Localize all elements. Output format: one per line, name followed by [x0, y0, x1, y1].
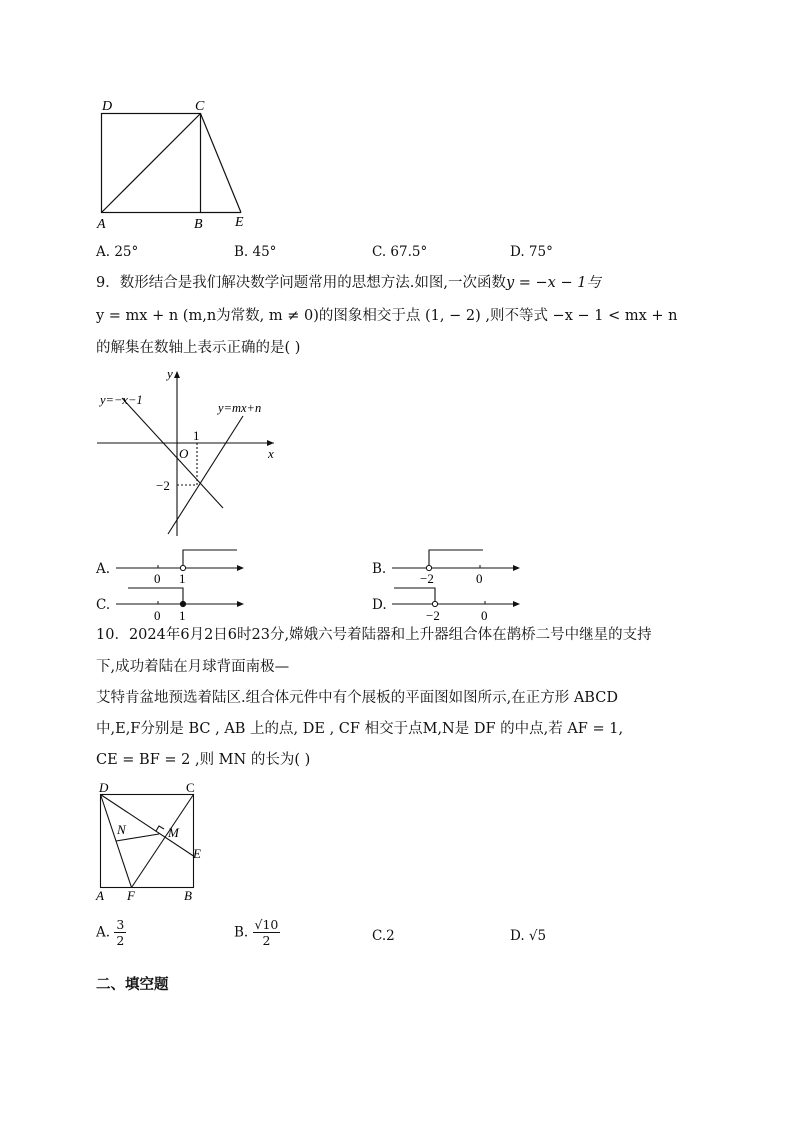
q8-option-b[interactable]: B. 45°: [234, 244, 277, 260]
line1-label: y=−x−1: [100, 393, 143, 407]
q10-option-d[interactable]: D. √5: [510, 928, 547, 944]
q8-option-c[interactable]: C. 67.5°: [372, 244, 428, 260]
label-D: D: [99, 780, 109, 795]
tick-0: 0: [476, 571, 483, 586]
q8-option-a[interactable]: A. 25°: [96, 244, 139, 260]
q9-option-b-numberline[interactable]: [388, 546, 528, 586]
label-A: A: [97, 217, 106, 232]
q9-option-d-numberline[interactable]: [388, 582, 528, 624]
x-axis-label: x: [268, 446, 274, 461]
label-E: E: [193, 846, 201, 861]
origin-label: O: [179, 446, 189, 461]
tick-0: 0: [154, 608, 161, 623]
q10-text-line1: 10．2024年6月2日6时23分,嫦娥六号着陆器和上升器组合体在鹊桥二号中继星的支持: [96, 627, 652, 643]
tick-neg2: −2: [426, 608, 440, 623]
label-C: C: [195, 99, 205, 114]
q9-graph: [92, 366, 292, 538]
diagonal-ac: [102, 114, 201, 213]
q10-text-line5: CE = BF = 2 ,则 MN 的长为( ): [96, 752, 311, 768]
q9-option-a-numberline[interactable]: [112, 546, 252, 586]
numerator: √10: [254, 917, 279, 932]
q10-text-line2: 下,成功着陆在月球背面南极—: [96, 659, 290, 675]
right-angle-mark: [156, 826, 164, 831]
q9-text-line2: y = mx + n (m,n为常数, m ≠ 0)的图象相交于点 (1, − 2) ,则不等式 −x − 1 < mx + n: [96, 308, 678, 324]
label-B: B: [184, 888, 192, 903]
q10-text-line3: 艾特肯盆地预选着陆区.组合体元件中有个展板的平面图如图所示,在正方形 ABCD: [96, 690, 618, 706]
line-mx-plus-n: [168, 416, 243, 534]
tick-0: 0: [154, 571, 161, 586]
line2-label: y=mx+n: [218, 401, 262, 415]
line-neg-x-minus-1: [122, 398, 223, 508]
option-a-fraction: [114, 917, 126, 948]
option-b-prefix: B.: [234, 924, 249, 941]
label-N: N: [117, 822, 126, 837]
tick-1: 1: [179, 571, 186, 586]
q10-option-c[interactable]: C.2: [372, 928, 395, 944]
q9-option-c-letter[interactable]: C.: [96, 597, 111, 613]
q9-formula-1: y = −x − 1与: [505, 275, 601, 291]
option-b-fraction: [253, 917, 281, 948]
q9-stem: 9．数形结合是我们解决数学问题常用的思想方法.如图,一次函数: [96, 275, 506, 291]
label-B: B: [194, 217, 203, 232]
q10-option-a[interactable]: [96, 917, 126, 948]
q9-text-line1: [96, 273, 601, 293]
q10-option-b[interactable]: [234, 917, 280, 948]
tick-1-label: 1: [193, 428, 200, 443]
q8-figure: [94, 92, 264, 234]
option-a-prefix: A.: [96, 924, 111, 941]
label-M: M: [168, 825, 179, 840]
q10-text-line4: 中,E,F分别是 BC , AB 上的点, DE , CF 相交于点M,N是 DF 的中点,若 AF = 1,: [96, 721, 624, 737]
label-A: A: [96, 888, 104, 903]
tick-neg2: −2: [420, 571, 434, 586]
segment-de: [101, 795, 194, 857]
segment-ce: [201, 114, 242, 213]
q9-option-b-letter[interactable]: B.: [372, 561, 387, 577]
tick-0: 0: [481, 608, 488, 623]
q10-figure: [92, 778, 214, 904]
denominator: 2: [116, 933, 125, 948]
y-axis-label: y: [167, 366, 173, 381]
q9-option-a-letter[interactable]: A.: [96, 561, 111, 577]
label-F: F: [127, 888, 135, 903]
segment-cf: [132, 795, 194, 888]
label-E: E: [235, 215, 244, 230]
numerator: 3: [116, 917, 125, 932]
y-axis-arrow: [174, 371, 180, 378]
label-C: C: [186, 780, 195, 795]
section-heading-fill-in: 二、填空题: [96, 977, 169, 993]
q9-text-line3: 的解集在数轴上表示正确的是( ): [96, 340, 301, 356]
q8-option-d[interactable]: D. 75°: [510, 244, 553, 260]
tick-neg2-label: −2: [156, 478, 170, 493]
q9-option-c-numberline[interactable]: [112, 582, 252, 624]
q9-option-d-letter[interactable]: D.: [372, 597, 387, 613]
denominator: 2: [262, 933, 271, 948]
square-abcd: [101, 795, 194, 888]
label-D: D: [102, 99, 113, 114]
tick-1: 1: [179, 608, 186, 623]
